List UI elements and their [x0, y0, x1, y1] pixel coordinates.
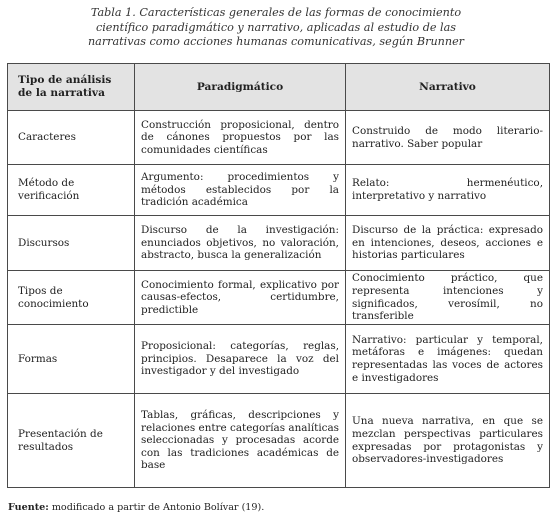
- row-category: Método de verificación: [8, 165, 135, 216]
- caption-line-1: Tabla 1. Características generales de las formas de conocimiento: [90, 6, 462, 19]
- table-row: [8, 165, 550, 216]
- row-narrative-cell: Construido de modo literario-narrativo. Saber popular: [346, 111, 550, 165]
- table-row: [8, 216, 550, 271]
- row-narrative-cell: Relato: hermenéutico, interpretativo y narrativo: [346, 165, 550, 216]
- row-paradigmatic-cell: Tablas, gráficas, descripciones y relaciones entre categorías analíticas seleccionadas y procesadas acorde con las tradiciones académicas de base: [135, 394, 346, 488]
- table-row: [8, 325, 550, 394]
- table-row: [8, 271, 550, 325]
- caption-line-2: científico paradigmático y narrativo, aplicadas al estudio de las: [95, 20, 457, 34]
- source-label: Fuente:: [8, 502, 49, 513]
- row-category: Caracteres: [8, 111, 135, 165]
- header-tipo-de-analisis: Tipo de análisis de la narrativa: [8, 64, 135, 111]
- row-paradigmatic-cell: Argumento: procedimientos y métodos establecidos por la tradición académica: [135, 165, 346, 216]
- table-row: [8, 111, 550, 165]
- header-paradigmatico: Paradigmático: [135, 64, 346, 111]
- header-narrativo: Narrativo: [346, 64, 550, 111]
- row-category: Presentación de resultados: [8, 394, 135, 488]
- caption-line-3: narrativas como acciones humanas comunicativas, según Brunner: [87, 35, 465, 48]
- comparison-table: [7, 63, 550, 488]
- table-caption: [0, 6, 552, 50]
- row-category: Discursos: [8, 216, 135, 271]
- row-narrative-cell: Narrativo: particular y temporal, metáforas e imágenes: quedan representadas las voces de actores e investigadores: [346, 325, 550, 394]
- row-narrative-cell: Discurso de la práctica: expresado en intenciones, deseos, acciones e historias particulares: [346, 216, 550, 271]
- row-category: Tipos de conocimiento: [8, 271, 135, 325]
- source-text: modificado a partir de Antonio Bolívar (19).: [48, 502, 265, 513]
- table-row: [8, 394, 550, 488]
- row-paradigmatic-cell: Proposicional: categorías, reglas, principios. Desaparece la voz del investigador y del investigado: [135, 325, 346, 394]
- row-paradigmatic-cell: Construcción proposicional, dentro de cánones propuestos por las comunidades científicas: [135, 111, 346, 165]
- table-header-row: [8, 64, 550, 111]
- row-narrative-cell: Conocimiento práctico, que representa intenciones y significados, verosímil, no transferible: [346, 271, 550, 325]
- source-note: [8, 502, 264, 513]
- row-paradigmatic-cell: Discurso de la investigación: enunciados objetivos, no valoración, abstracto, busca la generalización: [135, 216, 346, 271]
- row-category: Formas: [8, 325, 135, 394]
- row-paradigmatic-cell: Conocimiento formal, explicativo por causas-efectos, certidumbre, predictible: [135, 271, 346, 325]
- row-narrative-cell: Una nueva narrativa, en que se mezclan perspectivas particulares expresadas por protagonistas y observadores-investigadores: [346, 394, 550, 488]
